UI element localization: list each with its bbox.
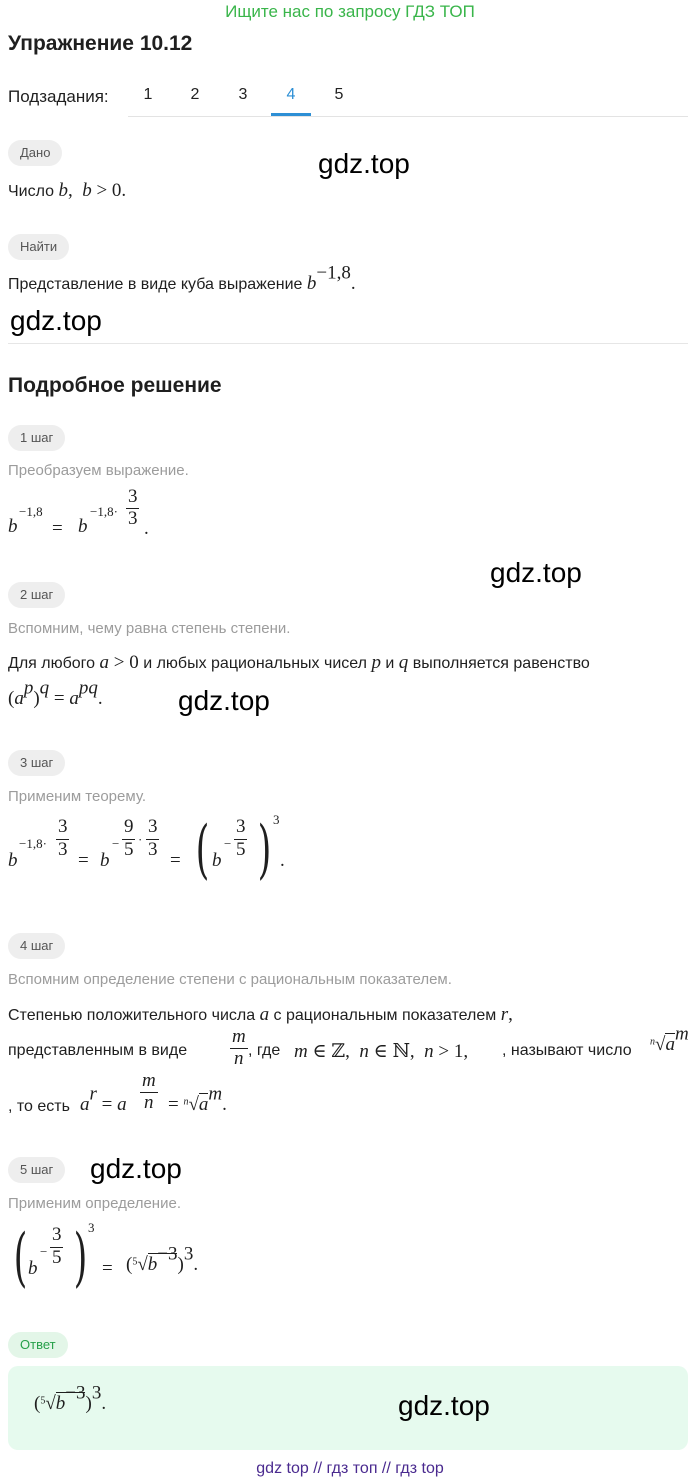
answer-pill: Ответ [8, 1332, 68, 1358]
watermark: gdz.top [398, 1390, 490, 1421]
watermark: gdz.top [178, 685, 270, 716]
tab-1[interactable]: 1 [143, 86, 153, 103]
step-3-hint: Применим теорему. [8, 788, 147, 805]
step-3-pill: 3 шаг [8, 750, 65, 776]
given-pill: Дано [8, 140, 62, 166]
step-4-pill: 4 шаг [8, 933, 65, 959]
tab-3[interactable]: 3 [238, 86, 248, 103]
answer-box [8, 1366, 688, 1450]
step-4-hint: Вспомним определение степени с рациональным показателем. [8, 971, 452, 988]
step-4-text-1: Степенью положительного числа a с рациональным показателем r, [8, 1004, 513, 1025]
step-4-text-3: , то есть $a^r = a$ m n = $^n√a^m$. [8, 1070, 227, 1115]
step-2-hint: Вспомним, чему равна степень степени. [8, 620, 291, 637]
step-2-pill: 2 шаг [8, 582, 65, 608]
watermark: gdz.top [318, 148, 410, 179]
step-5-hint: Применим определение. [8, 1195, 181, 1212]
solution-title: Подробное решение [8, 374, 222, 397]
watermark: gdz.top [10, 305, 102, 336]
subtasks-label: Подзадания: [8, 87, 109, 106]
step-5-pill: 5 шаг [8, 1157, 65, 1183]
watermark: gdz.top [90, 1153, 182, 1184]
step-5-formula: ( b − 3 5 ) 3 = $(^5√b^{-3})^3$. [13, 1220, 199, 1295]
active-tab-indicator [271, 113, 311, 116]
subtask-tabs [128, 76, 688, 117]
footer-links[interactable]: gdz top // гдз топ // гдз top [256, 1460, 444, 1477]
step-1-hint: Преобразуем выражение. [8, 462, 189, 479]
step-1-pill: 1 шаг [8, 425, 65, 451]
divider [8, 343, 688, 344]
tab-4[interactable]: 4 [286, 86, 296, 103]
step-3-formula: b −1,8· 3 3 = b − 9 5 · 3 3 = ( b − 3 5 ) 3 . [8, 812, 285, 887]
answer-formula: $(^5√b^{-3})^3$. [34, 1382, 107, 1414]
tab-2[interactable]: 2 [190, 86, 200, 103]
top-banner[interactable]: Ищите нас по запросу ГДЗ ТОП [225, 2, 475, 21]
find-pill: Найти [8, 234, 69, 260]
watermark: gdz.top [490, 557, 582, 588]
step-2-text: Для любого a > 0 и любых рациональных чисел p и q выполняется равенство [8, 652, 590, 673]
step-2-formula: $(a^p)^q = a^{pq}$. [8, 677, 103, 709]
find-text: Представление в виде куба выражение $b^{-1,8}$. [8, 262, 356, 294]
given-text: Число b, b > 0. [8, 180, 127, 201]
page-title: Упражнение 10.12 [8, 32, 193, 55]
step-4-text-2: представленным в виде m n , где m ∈ ℤ, n ∈ ℕ, n > 1, , называют число $^n√a^m$ [8, 1023, 689, 1069]
tab-5[interactable]: 5 [334, 86, 344, 103]
